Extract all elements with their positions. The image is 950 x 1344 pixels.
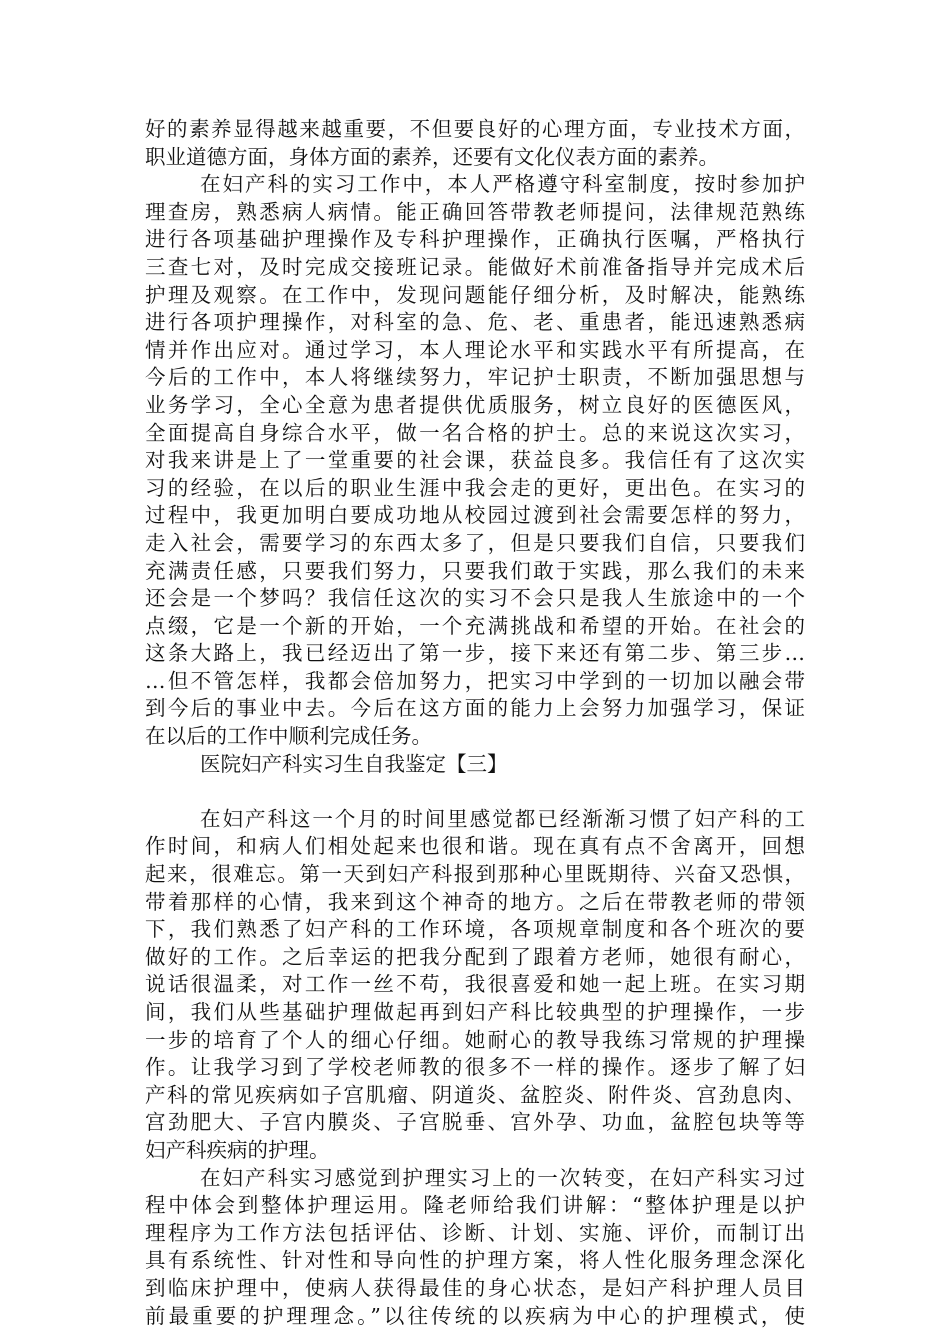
text-line: …但不管怎样，我都会倍加努力，把实习中学到的一切加以融会带 — [145, 668, 805, 693]
text-line: 全面提高自身综合水平，做一名合格的护士。总的来说这次实习， — [145, 420, 805, 445]
text-line: 说话很温柔，对工作一丝不苟，我很喜爱和她一起上班。在实习期 — [145, 972, 805, 997]
text-line: 起来，很难忘。第一天到妇产科报到那种心里既期待、兴奋又恐惧， — [145, 862, 805, 887]
text-line: 理查房，熟悉病人病情。能正确回答带教老师提问，法律规范熟练 — [145, 199, 805, 224]
text-line: 前最重要的护理理念。”以往传统的以疾病为中心的护理模式，使 — [145, 1303, 805, 1328]
text-line: 一步的培育了个人的细心仔细。她耐心的教导我练习常规的护理操 — [145, 1027, 805, 1052]
text-line: 走入社会，需要学习的东西太多了，但是只要我们自信，只要我们 — [145, 530, 805, 555]
blank-line — [145, 778, 805, 806]
text-line: 三查七对，及时完成交接班记录。能做好术前准备指导并完成术后 — [145, 254, 805, 279]
text-line: 到临床护理中，使病人获得最佳的身心状态，是妇产科护理人员目 — [145, 1275, 805, 1300]
text-line: 充满责任感，只要我们努力，只要我们敢于实践，那么我们的未来 — [145, 558, 805, 583]
text-line: 点缀，它是一个新的开始，一个充满挑战和希望的开始。在社会的 — [145, 613, 805, 638]
text-line: 间，我们从些基础护理做起再到妇产科比较典型的护理操作，一步 — [145, 1000, 805, 1024]
paragraph-4 — [145, 1165, 805, 1331]
text-line: 程中体会到整体护理运用。隆老师给我们讲解：“整体护理是以护 — [145, 1193, 805, 1218]
text-line: 在妇产科的实习工作中，本人严格遵守科室制度，按时参加护 — [200, 172, 805, 197]
text-line: 进行各项基础护理操作及专科护理操作，正确执行医嘱，严格执行 — [145, 227, 805, 252]
text-line: 在妇产科这一个月的时间里感觉都已经渐渐习惯了妇产科的工 — [200, 806, 805, 831]
text-line: 作时间，和病人们相处起来也很和谐。现在真有点不舍离开，回想 — [145, 834, 805, 859]
text-line: 做好的工作。之后幸运的把我分配到了跟着方老师，她很有耐心， — [145, 944, 805, 969]
text-line: 还会是一个梦吗？我信任这次的实习不会只是我人生旅途中的一个 — [145, 586, 805, 611]
text-line: 到今后的事业中去。今后在这方面的能力上会努力加强学习，保证 — [145, 696, 805, 721]
text-line: 护理及观察。在工作中，发现问题能仔细分析，及时解决，能熟练 — [145, 282, 805, 307]
text-line: 这条大路上，我已经迈出了第一步，接下来还有第二步、第三步… — [145, 641, 805, 666]
paragraph-2 — [145, 171, 805, 750]
text-line: 职业道德方面，身体方面的素养，还要有文化仪表方面的素养。 — [145, 144, 719, 169]
text-line: 今后的工作中，本人将继续努力，牢记护士职责，不断加强思想与 — [145, 365, 805, 390]
text-line: 理程序为工作方法包括评估、诊断、计划、实施、评价，而制订出 — [145, 1220, 805, 1245]
document-page — [145, 116, 805, 1330]
text-line: 过程中，我更加明白要成功地从校园过渡到社会需要怎样的努力， — [145, 503, 805, 528]
section-heading: 医院妇产科实习生自我鉴定【三】 — [200, 751, 508, 776]
text-line: 习的经验，在以后的职业生涯中我会走的更好，更出色。在实习的 — [145, 475, 805, 500]
text-line: 进行各项护理操作，对科室的急、危、老、重患者，能迅速熟悉病 — [145, 310, 805, 335]
text-line: 业务学习，全心全意为患者提供优质服务，树立良好的医德医风， — [145, 392, 805, 417]
paragraph-3 — [145, 806, 805, 1165]
text-line: 下，我们熟悉了妇产科的工作环境，各项规章制度和各个班次的要 — [145, 917, 805, 942]
text-line: 产科的常见疾病如子宫肌瘤、阴道炎、盆腔炎、附件炎、宫劲息肉、 — [145, 1082, 805, 1107]
text-line: 带着那样的心情，我来到这个神奇的地方。之后在带教老师的带领 — [145, 889, 805, 914]
text-line: 在以后的工作中顺利完成任务。 — [145, 724, 432, 749]
paragraph-1 — [145, 116, 805, 171]
text-line: 具有系统性、针对性和导向性的护理方案，将人性化服务理念深化 — [145, 1248, 805, 1273]
text-line: 好的素养显得越来越重要，不但要良好的心理方面，专业技术方面， — [145, 117, 805, 141]
text-line: 在妇产科实习感觉到护理实习上的一次转变，在妇产科实习过 — [200, 1165, 805, 1190]
text-line: 作。让我学习到了学校老师教的很多不一样的操作。逐步了解了妇 — [145, 1055, 805, 1080]
text-line: 妇产科疾病的护理。 — [145, 1137, 330, 1162]
text-line: 情并作出应对。通过学习，本人理论水平和实践水平有所提高，在 — [145, 337, 805, 362]
text-line: 对我来讲是上了一堂重要的社会课，获益良多。我信任有了这次实 — [145, 448, 805, 473]
text-line: 宫劲肥大、子宫内膜炎、子宫脱垂、宫外孕、功血，盆腔包块等等 — [145, 1110, 805, 1135]
